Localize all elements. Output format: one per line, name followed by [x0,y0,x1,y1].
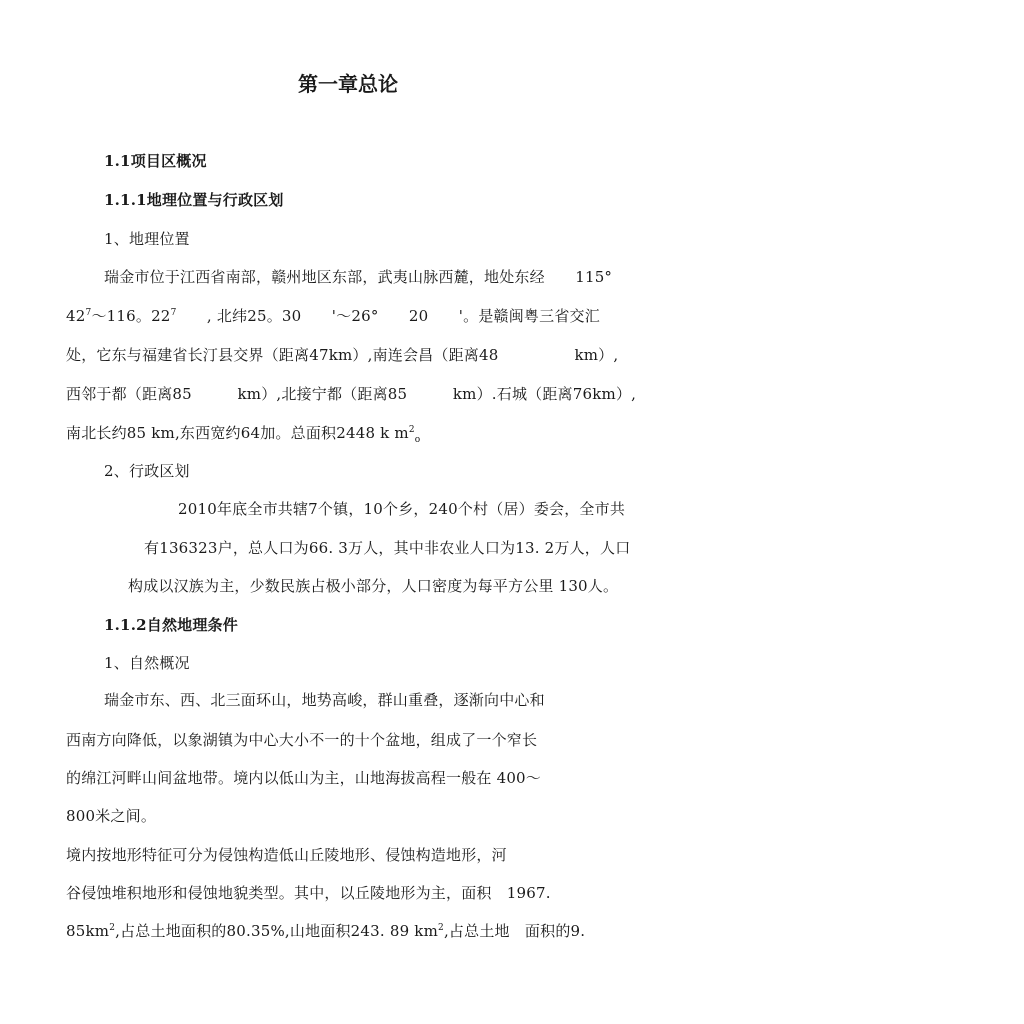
paragraph-line: $85km^2$,占总土地面积的80.35%,山地面积243. 89 $km^2$,占总土地 面积的9. [66,922,586,940]
paragraph-line: 境内按地形特征可分为侵蚀构造低山丘陵地形、侵蚀构造地形，河 [66,846,507,864]
paragraph-line: 瑞金市东、西、北三面环山，地势高峻，群山重叠，逐渐向中心和 [104,691,545,709]
paragraph-line: $42^7\sim 116$。$22^7$ , 北纬25。30 '～26° 20 '。是赣闽粤三省交汇 [66,307,600,325]
paragraph-line: 瑞金市位于江西省南部，赣州地区东部，武夷山脉西麓，地处东经 115° [104,268,613,286]
subheading-nature-overview: 1、自然概况 [104,654,190,672]
paragraph-line: 谷侵蚀堆积地形和侵蚀地貌类型。其中，以丘陵地形为主，面积 1967. [66,884,551,902]
superscript: 2 [438,923,444,933]
subheading-geo-location: 1、地理位置 [104,230,190,248]
subheading-admin-division: 2、行政区划 [104,462,190,480]
superscript: 7 [85,308,92,318]
chapter-title: 第一章总论 [298,72,398,96]
subscript: o [414,435,421,445]
paragraph-line: 西邻于都（距离85 km）,北接宁都（距离85 km）.石城（距离76km）, [66,385,637,403]
paragraph-line: 的绵江河畔山间盆地带。境内以低山为主，山地海拔高程一般在 400～ [66,769,542,787]
paragraph-line: 800米之间。 [66,807,157,825]
paragraph-line: 构成以汉族为主，少数民族占极小部分，人口密度为每平方公里 130人。 [128,577,619,595]
superscript: 2 [109,923,116,933]
paragraph-line: 西南方向降低，以象湖镇为中心大小不一的十个盆地，组成了一个窄长 [66,731,538,749]
paragraph-line: 处，它东与福建省长汀县交界（距离47km）,南连会昌（距离48 km）, [66,346,619,364]
paragraph-line: 南北长约85 km,东西宽约64加。总面积2448 k $m^2_o$ [66,424,421,445]
section-heading-1-1-1: 1.1.1地理位置与行政区划 [104,191,284,209]
superscript: 7 [170,308,177,318]
paragraph-line: 2010年底全市共辖7个镇，10个乡，240个村（居）委会，全市共 [178,500,626,518]
paragraph-line: 有136323户，总人口为66. 3万人，其中非农业人口为13. 2万人，人口 [144,539,631,557]
superscript: 2 [408,425,415,435]
section-heading-1-1: 1.1项目区概况 [104,152,207,170]
section-heading-1-1-2: 1.1.2自然地理条件 [104,616,238,634]
